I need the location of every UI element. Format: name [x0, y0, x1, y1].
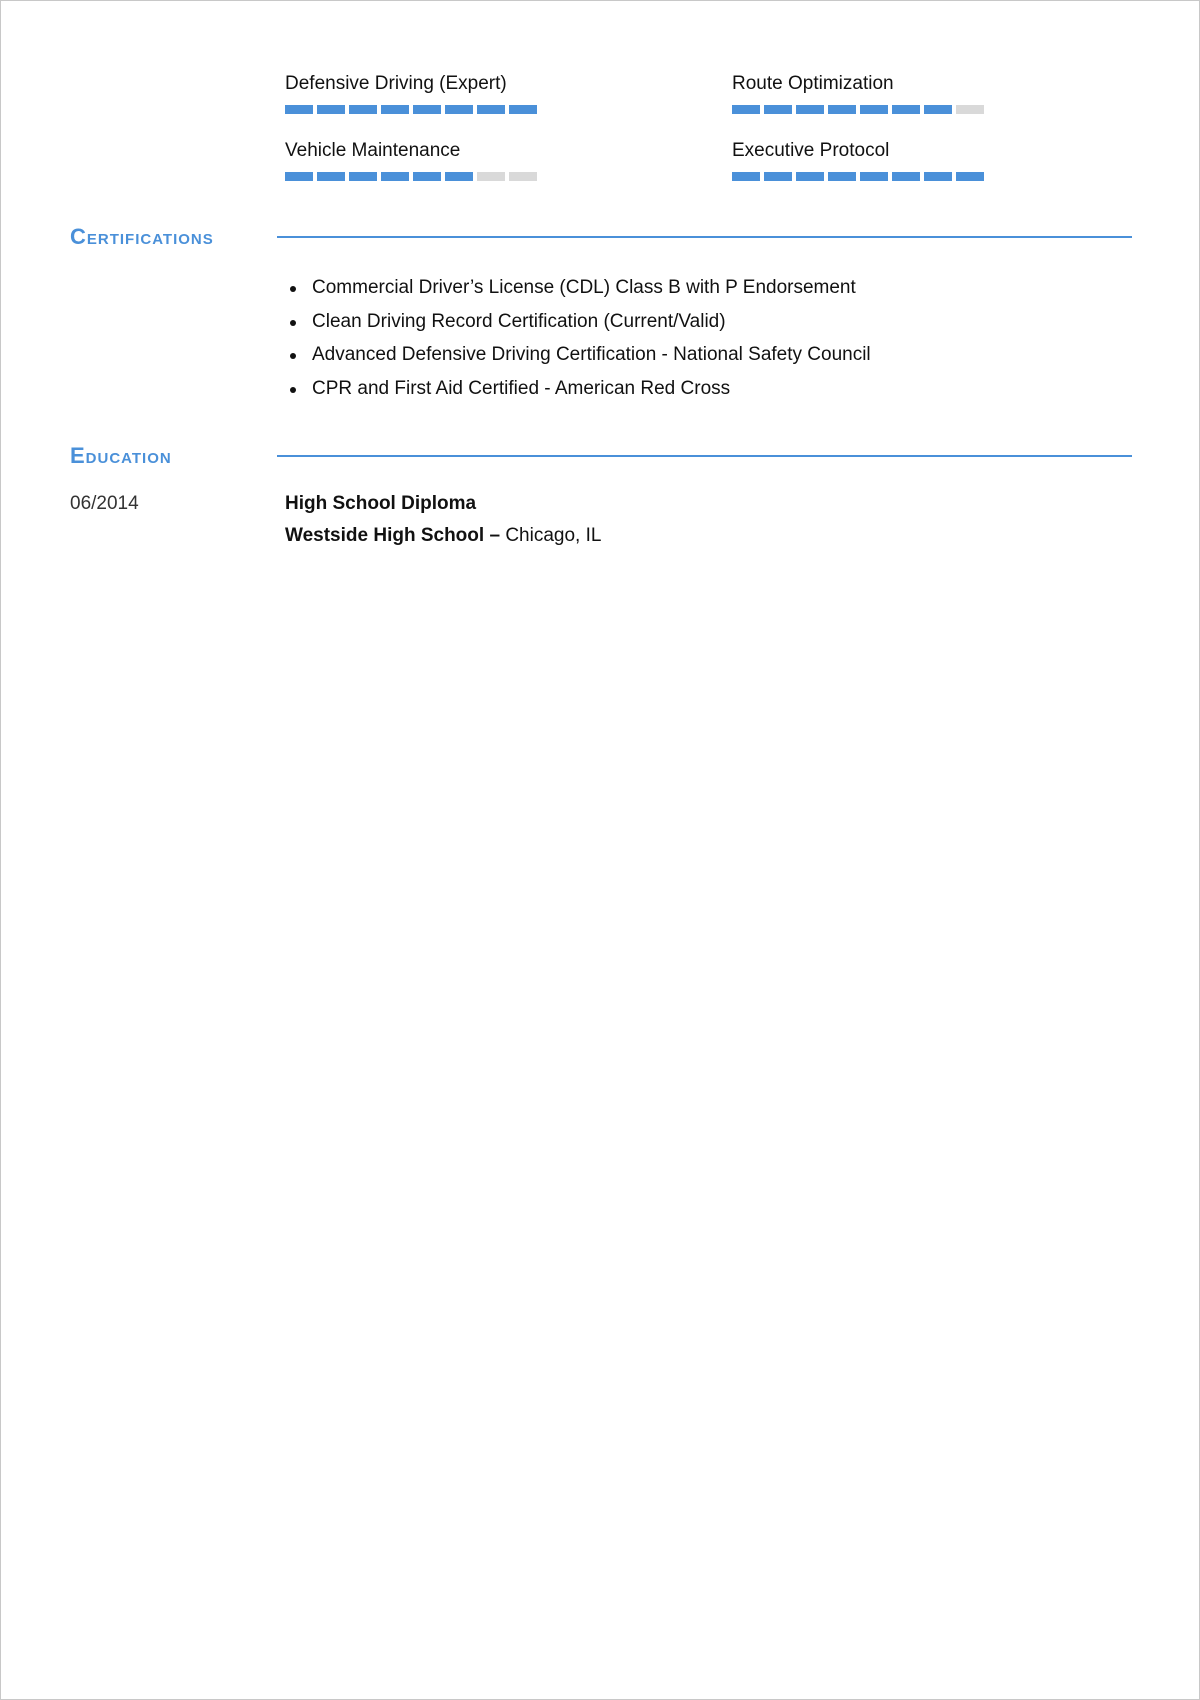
skill-item: [285, 140, 732, 181]
skill-segment-filled: [892, 105, 920, 114]
skill-segment-filled: [445, 105, 473, 114]
education-header: [70, 444, 1132, 468]
skill-item: [732, 73, 1032, 114]
skill-segment-filled: [732, 172, 760, 181]
section-divider: [277, 455, 1132, 457]
skill-level-bar: [732, 172, 1032, 181]
skill-segment-filled: [860, 105, 888, 114]
school-line: [285, 524, 601, 548]
skill-segment-filled: [860, 172, 888, 181]
bullet-icon: [290, 387, 296, 393]
skill-segment-filled: [317, 172, 345, 181]
skill-name: Executive Protocol: [732, 140, 890, 161]
education-entry: [285, 492, 601, 548]
certification-text: Clean Driving Record Certification (Current/Valid): [312, 310, 726, 332]
degree-title: High School Diploma: [285, 493, 477, 514]
skill-item: [285, 73, 732, 114]
skill-level-bar: [285, 172, 732, 181]
bullet-icon: [290, 320, 296, 326]
skill-level-bar: [285, 105, 732, 114]
section-divider: [277, 236, 1132, 238]
certifications-title: Certifications: [70, 224, 214, 249]
skill-item: [732, 140, 1032, 181]
skill-segment-filled: [924, 105, 952, 114]
skill-segment-filled: [349, 172, 377, 181]
certification-item: [285, 271, 871, 305]
skill-segment-empty: [477, 172, 505, 181]
certification-item: [285, 372, 871, 406]
bullet-icon: [290, 353, 296, 359]
certification-text: CPR and First Aid Certified - American Red Cross: [312, 377, 731, 399]
skill-segment-filled: [381, 105, 409, 114]
skill-segment-filled: [892, 172, 920, 181]
skill-segment-filled: [317, 105, 345, 114]
skill-name: Vehicle Maintenance: [285, 140, 461, 161]
certification-item: [285, 338, 871, 372]
skill-level-bar: [732, 105, 1032, 114]
certification-text: Commercial Driver’s License (CDL) Class B with P Endorsement: [312, 277, 856, 298]
skill-segment-filled: [828, 172, 856, 181]
skill-segment-filled: [413, 105, 441, 114]
education-date: 06/2014: [70, 493, 139, 514]
skill-segment-filled: [764, 105, 792, 114]
certification-text: Advanced Defensive Driving Certification - National Safety Council: [312, 344, 871, 365]
skill-segment-filled: [764, 172, 792, 181]
skill-segment-filled: [796, 105, 824, 114]
skill-segment-filled: [445, 172, 473, 181]
certification-item: [285, 305, 871, 339]
bullet-icon: [290, 286, 296, 292]
skill-segment-filled: [956, 172, 984, 181]
skill-segment-filled: [509, 105, 537, 114]
skill-segment-filled: [381, 172, 409, 181]
skill-segment-filled: [924, 172, 952, 181]
skill-segment-filled: [477, 105, 505, 114]
school-name: Westside High School: [285, 525, 485, 546]
certifications-header: [70, 225, 1132, 249]
skill-segment-filled: [349, 105, 377, 114]
skill-segment-filled: [413, 172, 441, 181]
skill-name: Defensive Driving (Expert): [285, 73, 507, 94]
certifications-list: [285, 271, 871, 405]
skill-name: Route Optimization: [732, 73, 894, 94]
skill-segment-empty: [509, 172, 537, 181]
skill-segment-filled: [285, 172, 313, 181]
education-title: Education: [70, 443, 172, 468]
skill-segment-filled: [828, 105, 856, 114]
skills-grid: [285, 73, 1045, 181]
school-separator: –: [484, 525, 506, 546]
school-location: Chicago, IL: [505, 525, 602, 546]
skill-segment-empty: [956, 105, 984, 114]
skill-segment-filled: [285, 105, 313, 114]
skill-segment-filled: [796, 172, 824, 181]
skill-segment-filled: [732, 105, 760, 114]
